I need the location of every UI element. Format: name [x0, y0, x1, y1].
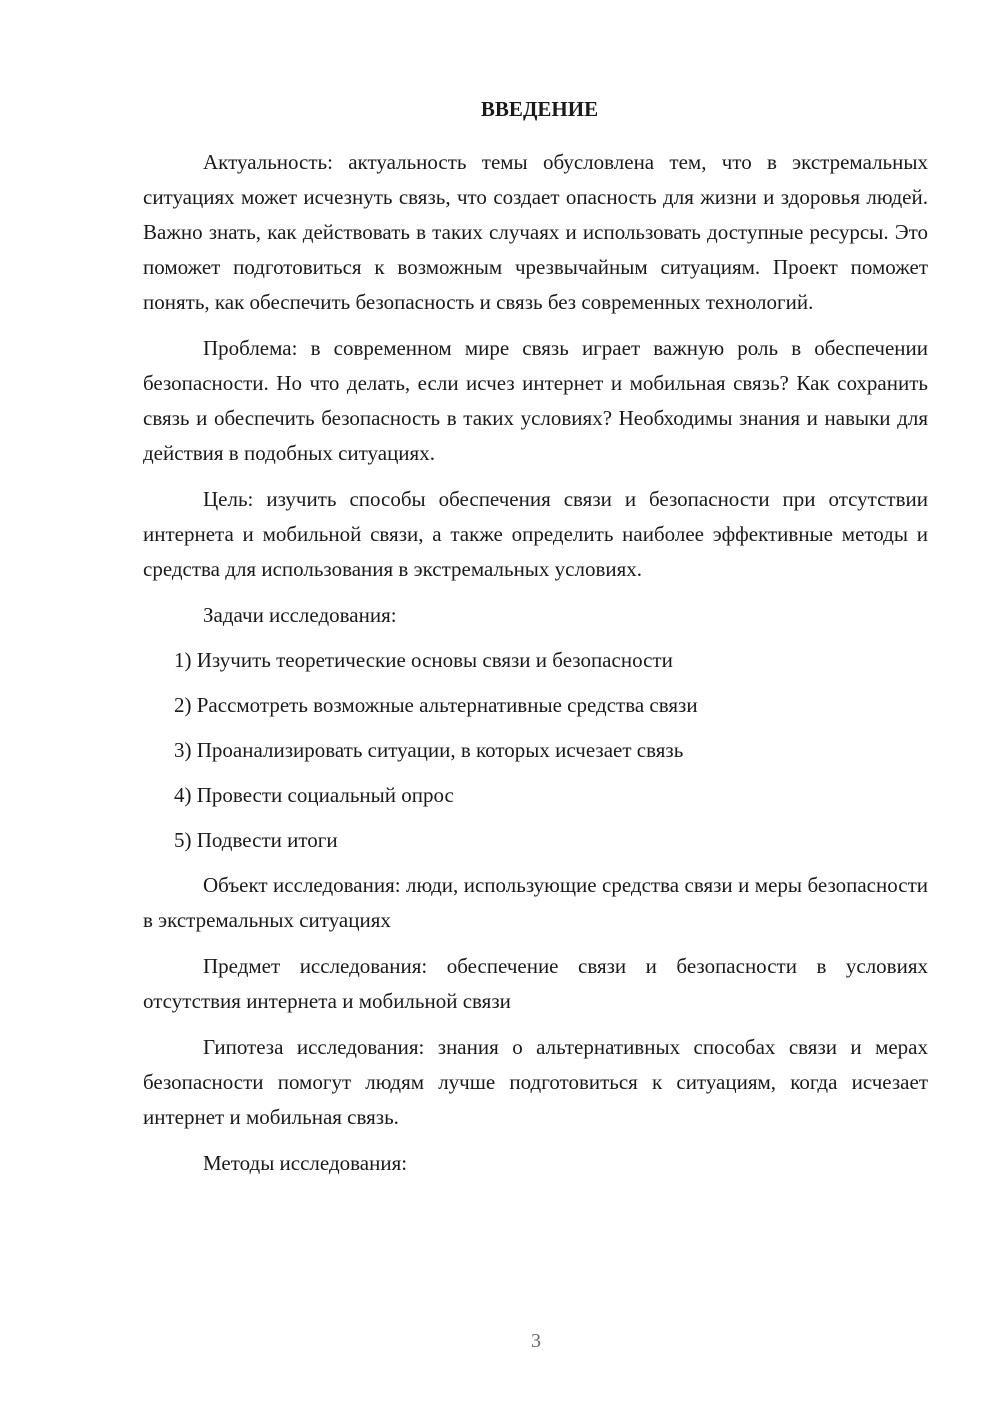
tasks-heading: Задачи исследования:	[203, 603, 397, 627]
list-item: 2) Рассмотреть возможные альтернативные средства связи	[174, 693, 698, 717]
page-number: 3	[531, 1330, 541, 1352]
relevance-paragraph: Актуальность: актуальность темы обусловлена тем, что в экстремальных ситуациях может исчезнуть связь, что создает опасность для жизни и здоровья людей. Важно знать, как действовать в таких случаях и использовать доступные ресурсы. Это поможет подготовиться к возможным чрезвычайным ситуациям. Проект поможет понять, как обеспечить безопасность и связь без современных технологий.	[143, 150, 928, 314]
list-item: 5) Подвести итоги	[174, 828, 338, 852]
methods-heading: Методы исследования:	[203, 1151, 408, 1175]
list-item: 3) Проанализировать ситуации, в которых исчезает связь	[174, 738, 684, 762]
object-paragraph: Объект исследования: люди, использующие средства связи и меры безопасности в экстремальных ситуациях	[143, 873, 928, 932]
subject-paragraph: Предмет исследования: обеспечение связи и безопасности в условиях отсутствия интернета и мобильной связи	[143, 954, 928, 1013]
list-item: 4) Провести социальный опрос	[174, 783, 454, 807]
hypothesis-paragraph: Гипотеза исследования: знания о альтернативных способах связи и мерах безопасности помогут людям лучше подготовиться к ситуациям, когда исчезает интернет и мобильная связь.	[143, 1035, 928, 1129]
problem-paragraph: Проблема: в современном мире связь играет важную роль в обеспечении безопасности. Но что делать, если исчез интернет и мобильная связь? Как сохранить связь и обеспечить безопасность в таких условиях? Необходимы знания и навыки для действия в подобных ситуациях.	[143, 336, 928, 465]
page-title: ВВЕДЕНИЕ	[480, 97, 599, 121]
goal-paragraph: Цель: изучить способы обеспечения связи и безопасности при отсутствии интернета и мобильной связи, а также определить наиболее эффективные методы и средства для использования в экстремальных условиях.	[143, 487, 928, 581]
document-page	[143, 92, 928, 1181]
list-item: 1) Изучить теоретические основы связи и безопасности	[174, 648, 673, 672]
tasks-list	[143, 643, 928, 858]
